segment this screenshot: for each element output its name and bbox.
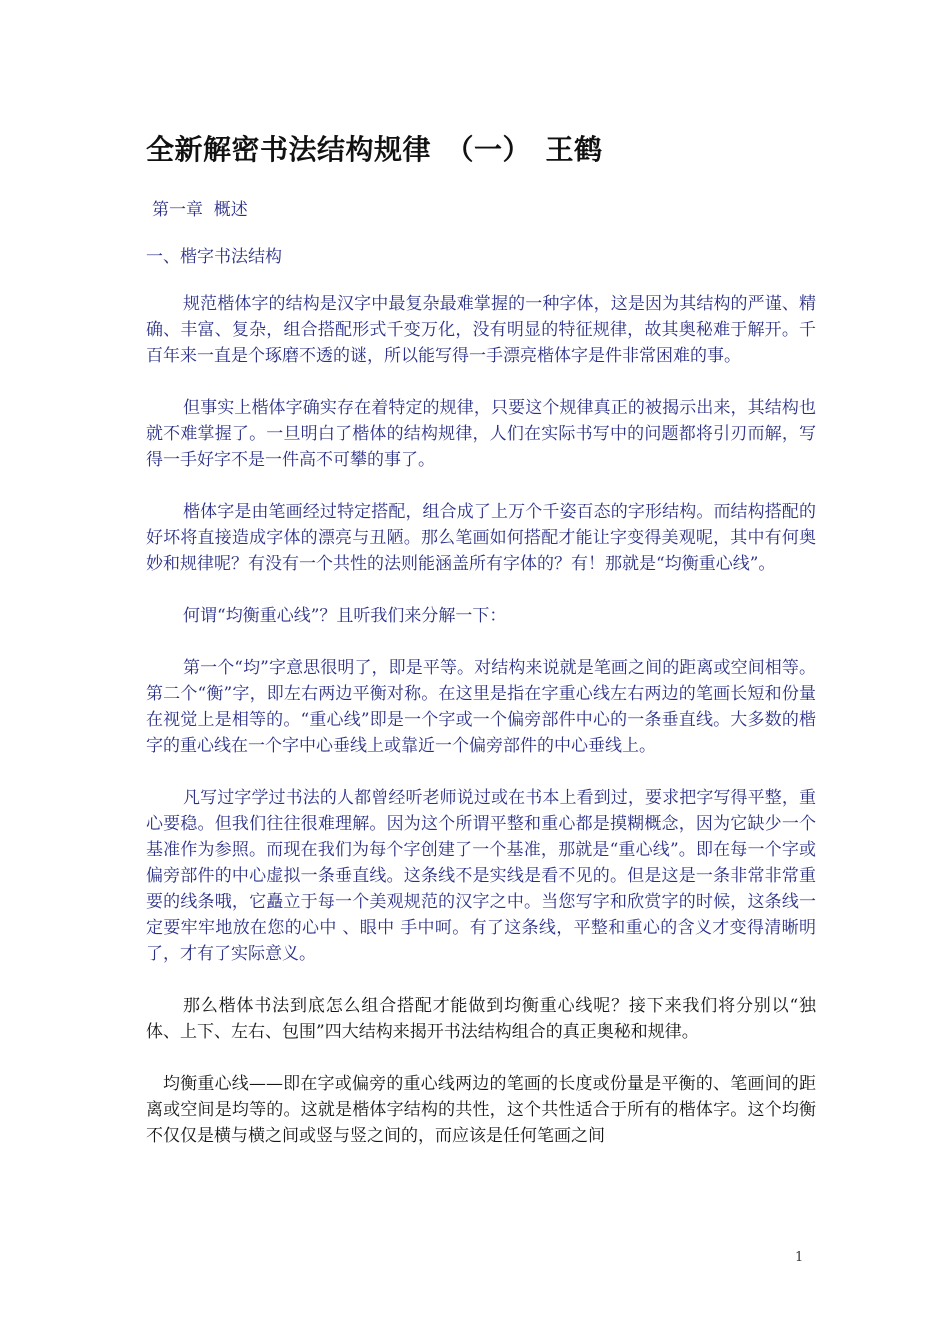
- paragraph-four-structures: 那么楷体书法到底怎么组合搭配才能做到均衡重心线呢？接下来我们将分别以“独体、上下、左右、包围”四大结构来揭开书法结构组合的真正奥秘和规律。: [146, 996, 816, 1042]
- paragraph-center-line: 凡写过字学过书法的人都曾经听老师说过或在书本上看到过，要求把字写得平整，重心要稳。但我们往往很难理解。因为这个所谓平整和重心都是摸糊概念，因为它缺少一个基准作为参照。而现在我们为每个字创建了一个基准，那就是“重心线”。即在每一个字或偏旁部件的中心虚拟一条垂直线。这条线不是实线是看不见的。但是这是一条非常非常重要的线条哦，它矗立于每一个美观规范的汉字之中。当您写字和欣赏字的时候，这条线一定要牢牢地放在您的心中 、眼中 手中呵。有了这条线，平整和重心的含义才变得清晰明了，才有了实际意义。: [146, 788, 816, 964]
- page-number: 1: [795, 1250, 804, 1265]
- paragraph-balance-definition: 第一个“均”字意思很明了，即是平等。对结构来说就是笔画之间的距离或空间相等。第二个“衡”字，即左右两边平衡对称。在这里是指在字重心线左右两边的笔画长短和份量在视觉上是相等的。“重心线”即是一个字或一个偏旁部件中心的一条垂直线。大多数的楷字的重心线在一个字中心垂线上或靠近一个偏旁部件的中心垂线上。: [146, 658, 816, 756]
- section-heading: 一、楷字书法结构: [146, 247, 282, 267]
- paragraph-question: 何谓“均衡重心线”？且听我们来分解一下：: [183, 606, 507, 626]
- paragraph-balance-summary: 均衡重心线——即在字或偏旁的重心线两边的笔画的长度或份量是平衡的、笔画间的距离或空间是均等的。这就是楷体字结构的共性，这个共性适合于所有的楷体字。这个均衡不仅仅是横与横之间或竖与竖之间的，而应该是任何笔画之间: [146, 1074, 816, 1146]
- paragraph-rules-exist: 但事实上楷体字确实存在着特定的规律，只要这个规律真正的被揭示出来，其结构也就不难掌握了。一旦明白了楷体的结构规律，人们在实际书写中的问题都将引刃而解，写得一手好字不是一件高不可攀的事了。: [146, 398, 816, 470]
- paragraph-structure-intro: 规范楷体字的结构是汉字中最复杂最难掌握的一种字体，这是因为其结构的严谨、精确、丰富、复杂，组合搭配形式千变万化，没有明显的特征规律，故其奥秘难于解开。千百年来一直是个琢磨不透的谜，所以能写得一手漂亮楷体字是件非常困难的事。: [146, 294, 816, 366]
- chapter-heading: 第一章 概述: [152, 200, 248, 220]
- paragraph-stroke-composition: 楷体字是由笔画经过特定搭配，组合成了上万个千姿百态的字形结构。而结构搭配的好坏将直接造成字体的漂亮与丑陋。那么笔画如何搭配才能让字变得美观呢，其中有何奥妙和规律呢？有没有一个共性的法则能涵盖所有字体的？有！那就是“均衡重心线”。: [146, 502, 816, 574]
- document-title: 全新解密书法结构规律 （一） 王鹤: [146, 133, 603, 166]
- body-text: [146, 291, 816, 1175]
